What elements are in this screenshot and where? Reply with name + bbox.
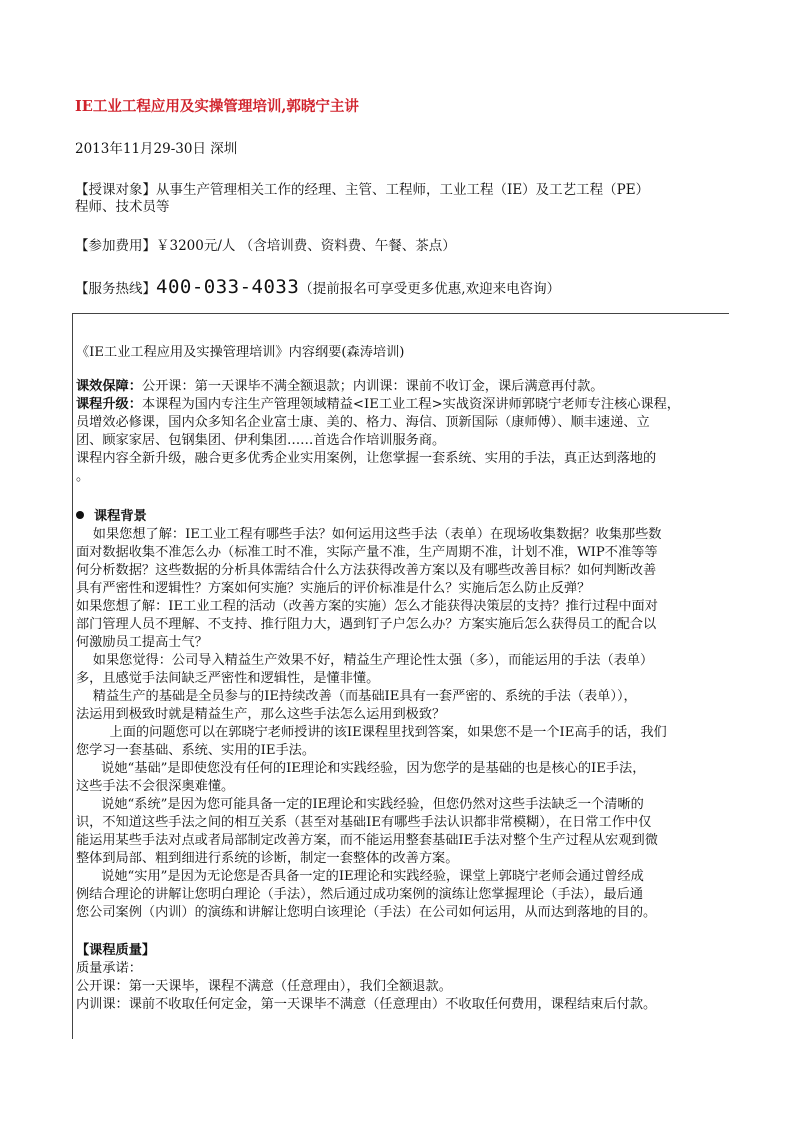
guarantee-line bbox=[76, 378, 604, 396]
background-line: 例结合理论的讲解让您明白理论（手法），然后通过成功案例的演练让您掌握理论（手法），最后通 bbox=[76, 887, 644, 902]
hotline-number: 400-033-4033 bbox=[156, 276, 300, 298]
hotline-label: 【服务热线】 bbox=[75, 281, 156, 297]
background-line: 多，且感觉手法间缺乏严密性和逻辑性，是懂非懂。 bbox=[76, 671, 380, 686]
fee-text: ￥3200元/人 （含培训费、资料费、午餐、茶点） bbox=[156, 238, 456, 254]
background-line: 如果您想了解：IE工业工程有哪些手法？如何运用这些手法（表单）在现场收集数据？收集那些数 bbox=[76, 527, 662, 542]
upgrade-label: 课程升级： bbox=[76, 397, 142, 412]
background-heading: 课程背景 bbox=[94, 509, 147, 524]
hotline-note: （提前报名可享受更多优惠,欢迎来电咨询） bbox=[299, 281, 561, 297]
background-line: 具有严密性和逻辑性？方案如何实施？实施后的评价标准是什么？实施后怎么防止反弹？ bbox=[76, 581, 591, 596]
guarantee-text: 公开课：第一天课毕不满全额退款；内训课：课前不收订金，课后满意再付款。 bbox=[141, 379, 604, 394]
outline-heading: 《IE工业工程应用及实操管理培训》内容纲要(森涛培训) bbox=[76, 345, 405, 360]
fee-line bbox=[75, 234, 456, 254]
upgrade-line-2: 员增效必修课，国内众多知名企业富士康、美的、格力、海信、顶新国际（康师傅）、顺丰速递、立 bbox=[76, 415, 650, 430]
audience-text: 从事生产管理相关工作的经理、主管、工程师，工业工程（IE）及工艺工程（PE） bbox=[156, 182, 650, 198]
content-line-2: 。 bbox=[76, 469, 90, 484]
quality-heading: 【课程质量】 bbox=[76, 943, 156, 958]
background-line: 面对数据收集不准怎么办（标准工时不准，实际产量不准，生产周期不准，计划不准，WIP不准等等 bbox=[76, 545, 658, 560]
background-line: 整体到局部、粗到细进行系统的诊断，制定一套整体的改善方案。 bbox=[76, 851, 459, 866]
content-line-1: 课程内容全新升级，融合更多优秀企业实用案例，让您掌握一套系统、实用的手法，真正达到落地的 bbox=[76, 451, 657, 466]
quality-public: 公开课：第一天课毕，课程不满意（任意理由），我们全额退款。 bbox=[76, 979, 452, 994]
background-line: 如果您想了解：IE工业工程的活动（改善方案的实施）怎么才能获得决策层的支持？推行过程中面对 bbox=[76, 599, 658, 614]
audience-line-1 bbox=[75, 178, 727, 198]
background-line: 精益生产的基础是全员参与的IE持续改善（而基础IE具有一套严密的、系统的手法（表单））， bbox=[76, 689, 637, 704]
background-line: 如果您觉得：公司导入精益生产效果不好，精益生产理论性太强（多），而能运用的手法（表单） bbox=[76, 653, 654, 668]
background-line: 何分析数据？这些数据的分析具体需结合什么方法获得改善方案以及有哪些改善目标？如何判断改善 bbox=[76, 563, 657, 578]
upgrade-line-1 bbox=[76, 396, 680, 414]
date-place: 2013年11月29-30日 深圳 bbox=[75, 141, 238, 157]
upgrade-text: 本课程为国内专注生产管理领域精益<IE工业工程>实战资深讲师郭晓宁老师专注核心课程， bbox=[141, 397, 680, 412]
background-line: 说她“基础”是即使您没有任何的IE理论和实践经验，因为您学的是基础的也是核心的IE手法， bbox=[76, 761, 646, 776]
background-line: 说她“系统”是因为您可能具备一定的IE理论和实践经验，但您仍然对这些手法缺乏一个清晰的 bbox=[76, 797, 644, 812]
background-line: 说她“实用”是因为无论您是否具备一定的IE理论和实践经验，课堂上郭晓宁老师会通过曾经成 bbox=[76, 869, 644, 884]
background-line: 何激励员工提高士气？ bbox=[76, 635, 208, 650]
background-line: 您公司案例（内训）的演练和讲解让您明白该理论（手法）在公司如何运用，从而达到落地的目的。 bbox=[76, 905, 657, 920]
background-heading-row bbox=[76, 508, 147, 526]
background-line: 您学习一套基础、系统、实用的IE手法。 bbox=[76, 743, 316, 758]
bullet-icon bbox=[76, 511, 84, 519]
background-line: 部门管理人员不理解、不支持、推行阻力大，遇到钉子户怎么办？方案实施后怎么获得员工的配合以 bbox=[76, 617, 657, 632]
hotline-line bbox=[75, 276, 560, 298]
background-line: 上面的问题您可以在郭晓宁老师授讲的该IE课程里找到答案，如果您不是一个IE高手的话，我们 bbox=[76, 725, 667, 740]
quality-inhouse: 内训课：课前不收取任何定金，第一天课毕不满意（任意理由）不收取任何费用，课程结束后付款。 bbox=[76, 997, 657, 1012]
audience-label: 【授课对象】 bbox=[75, 182, 156, 198]
background-line: 法运用到极致时就是精益生产，那么这些手法怎么运用到极致？ bbox=[76, 707, 446, 722]
audience-line-2: 程师、技术员等 bbox=[75, 199, 170, 215]
guarantee-label: 课效保障： bbox=[76, 379, 142, 394]
upgrade-line-3: 团、顾家家居、包钢集团、伊利集团……首选合作培训服务商。 bbox=[76, 433, 446, 448]
quality-promise: 质量承诺： bbox=[76, 961, 142, 976]
background-line: 这些手法不会很深奥难懂。 bbox=[76, 779, 235, 794]
background-line: 识，不知道这些手法之间的相互关系（甚至对基础IE有哪些手法认识都非常模糊），在日常工作中仅 bbox=[76, 815, 652, 830]
page-title: IE工业工程应用及实操管理培训,郭晓宁主讲 bbox=[75, 98, 359, 115]
outline-box bbox=[72, 313, 729, 1039]
background-line: 能运用某些手法对点或者局部制定改善方案，而不能运用整套基础IE手法对整个生产过程从宏观到微 bbox=[76, 833, 658, 848]
fee-label: 【参加费用】 bbox=[75, 238, 156, 254]
